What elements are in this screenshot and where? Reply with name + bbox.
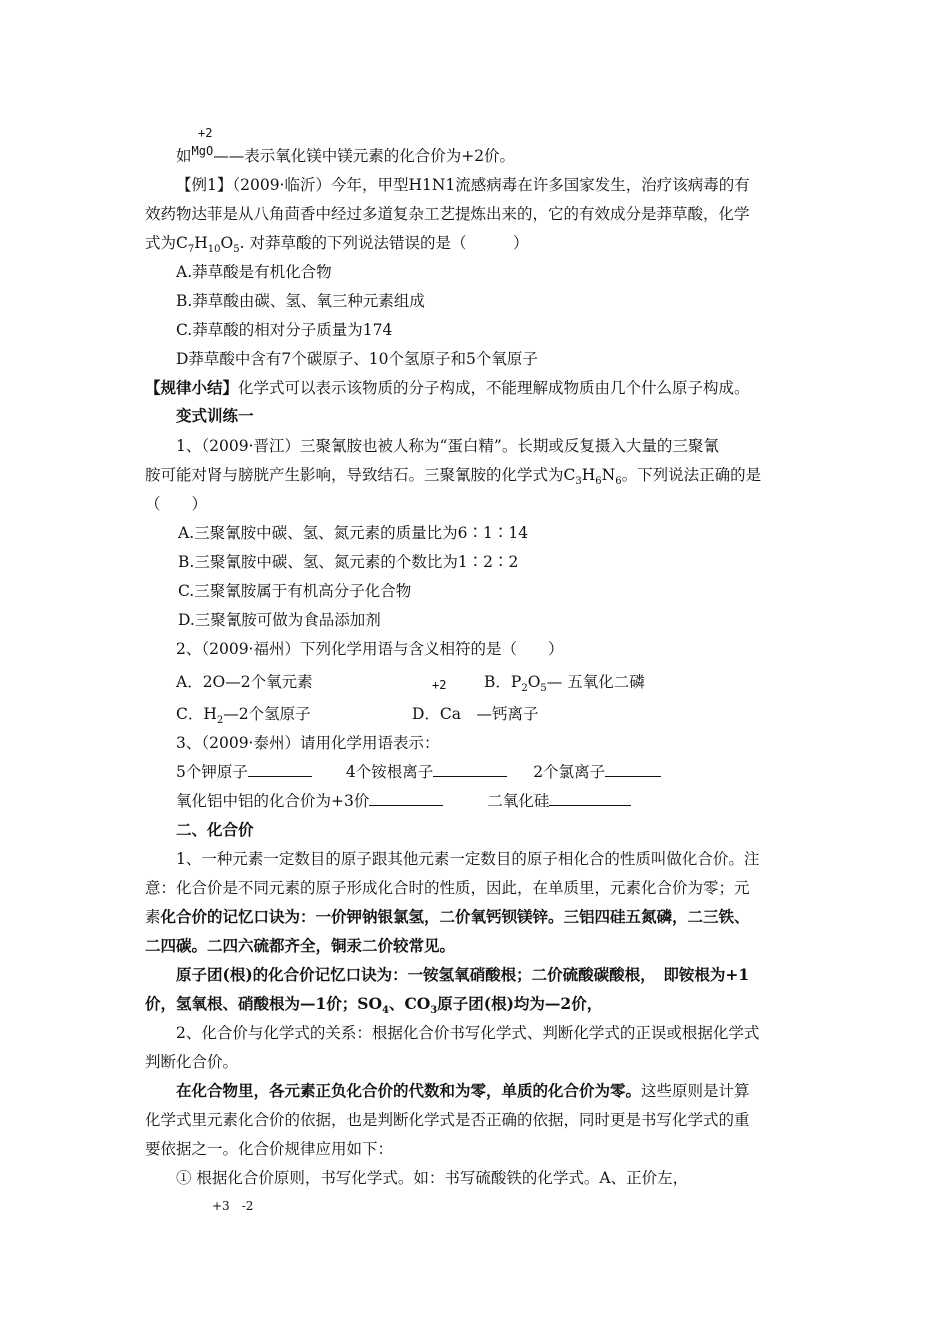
q1-line2 [145, 465, 761, 492]
answer-blank[interactable] [605, 762, 661, 777]
text: N [601, 466, 616, 484]
subscript: 5 [540, 683, 547, 695]
q2-valence-superscript: +2 [432, 678, 447, 692]
para3-line2: 判断化合价。 [145, 1053, 239, 1071]
text: 胺可能对肾与膀胱产生影响，导致结石。三聚氰胺的化学式为C [145, 466, 576, 484]
text: 2个氯离子 [533, 763, 606, 781]
para4-line3: 要依据之一。化合价规律应用如下： [145, 1140, 394, 1158]
subscript: 7 [187, 244, 195, 256]
q1-option-c: C.三聚氰胺属于有机高分子化合物 [178, 582, 412, 600]
text: H [581, 466, 596, 484]
text: 4个铵根离子 [345, 763, 434, 781]
rule-text: 化学式可以表示该物质的分子构成，不能理解成物质由几个什么原子构成。 [238, 379, 750, 397]
para2-line2 [145, 994, 602, 1021]
answer-blank[interactable] [549, 791, 631, 806]
text: 这些原则是计算 [641, 1082, 750, 1100]
para1-line2: 意：化合价是不同元素的原子形成化合时的性质，因此，在单质里，元素化合价为零；元 [145, 879, 750, 897]
text: B．P [484, 673, 522, 691]
section-heading: 二、化合价 [176, 820, 254, 839]
example1-option-d: D莽草酸中含有7个碳原子、10个氢原子和5个氧原子 [176, 350, 538, 368]
subscript: 6 [595, 476, 602, 488]
text: O [220, 234, 234, 252]
q2-option-b [484, 672, 645, 699]
para3-line1: 2、化合价与化学式的关系：根据化合价书写化学式、判断化学式的正误或根据化学式 [176, 1024, 760, 1042]
example1-line3 [145, 233, 528, 260]
formula-mgo: MgO [191, 144, 214, 158]
para1-line3 [145, 907, 750, 927]
text: 如 [176, 147, 192, 165]
answer-blank[interactable] [433, 762, 507, 777]
subscript: 2 [521, 683, 528, 695]
q2-option-d: D．Ca —钙离子 [412, 705, 539, 723]
q1-option-d: D.三聚氰胺可做为食品添加剂 [178, 611, 381, 629]
example1-option-a: A.莽草酸是有机化合物 [176, 263, 332, 281]
text: 5个钾原子 [176, 763, 248, 781]
q2-option-a: A．2O—2个氧元素 [176, 673, 313, 691]
subscript: 3 [575, 476, 582, 488]
text: C．H [176, 705, 217, 723]
text: 原子团(根)均为—2价， [437, 994, 603, 1013]
q1-option-a: A.三聚氰胺中碳、氢、氮元素的质量比为6∶1∶14 [178, 524, 529, 542]
text: O [527, 673, 541, 691]
subscript: 4 [381, 1005, 389, 1017]
text: —2个氢原子 [223, 705, 311, 723]
text: 、CO [388, 994, 431, 1013]
subscript: 5 [233, 244, 240, 256]
subscript: 6 [615, 476, 622, 488]
rule-summary [145, 378, 750, 398]
training-title: 变式训练一 [176, 406, 254, 425]
q2-option-c [176, 704, 311, 731]
q3-blanks-row2 [176, 791, 631, 811]
para4-line1 [176, 1081, 750, 1101]
para1-line4: 二四碳。二四六硫都齐全，铜汞二价较常见。 [145, 936, 456, 955]
text: 二氧化硅 [487, 792, 550, 810]
subscript: 3 [430, 1005, 438, 1017]
q1-line3: （ ） [145, 495, 208, 513]
rule-label: 【规律小结】 [145, 378, 239, 397]
para5-valence-superscripts: +3 -2 [212, 1199, 254, 1213]
example1-line2: 效药物达菲是从八角茴香中经过多道复杂工艺提炼出来的，它的有效成分是莽草酸，化学 [145, 205, 750, 223]
subscript: 2 [216, 715, 224, 727]
text: 氧化铝中铝的化合价为+3价 [176, 792, 370, 810]
text: 。下列说法正确的是 [621, 466, 762, 484]
para5-line1: ① 根据化合价原则，书写化学式。如：书写硫酸铁的化学式。A、正价左， [176, 1169, 689, 1187]
text: 素 [145, 908, 161, 926]
example1-option-c: C.莽草酸的相对分子质量为174 [176, 321, 393, 339]
bold-text: 化合价的记忆口诀为：一价钾钠银氯氢，二价氧钙钡镁锌。三铝四硅五氮磷，二三铁、 [160, 907, 750, 926]
valence-example-line [176, 146, 515, 167]
text: 价，氢氧根、硝酸根为—1价；SO [145, 994, 382, 1013]
example1-line1: 【例1】（2009·临沂）今年，甲型H1N1流感病毒在许多国家发生，治疗该病毒的有 [176, 176, 750, 194]
q1-line1: 1、（2009·晋江）三聚氰胺也被人称为“蛋白精”。长期或反复摄入大量的三聚氰 [176, 437, 719, 455]
answer-blank[interactable] [369, 791, 443, 806]
subscript: 10 [207, 244, 221, 256]
bold-text: 在化合物里，各元素正负化合价的代数和为零，单质的化合价为零。 [176, 1081, 642, 1100]
text: H [194, 234, 208, 252]
answer-blank[interactable] [248, 762, 312, 777]
text: . 对莽草酸的下列说法错误的是（ ） [239, 234, 529, 252]
para2-line1: 原子团(根)的化合价记忆口诀为：一铵氢氧硝酸根；二价硫酸碳酸根， 即铵根为+1 [176, 965, 750, 984]
text: 式为C [145, 234, 188, 252]
q3-line: 3、（2009·泰州）请用化学用语表示： [176, 734, 440, 752]
q3-blanks-row1 [176, 762, 661, 782]
para4-line2: 化学式里元素化合价的依据，也是判断化学式是否正确的依据，同时更是书写化学式的重 [145, 1111, 750, 1129]
text: — 五氧化二磷 [546, 673, 645, 691]
q1-option-b: B.三聚氰胺中碳、氢、氮元素的个数比为1∶2∶2 [178, 553, 519, 571]
para1-line1: 1、一种元素一定数目的原子跟其他元素一定数目的原子相化合的性质叫做化合价。注 [176, 850, 760, 868]
text: ——表示氧化镁中镁元素的化合价为+2价。 [213, 147, 516, 165]
q2-line: 2、（2009·福州）下列化学用语与含义相符的是（ ） [176, 640, 564, 658]
example1-option-b: B.莽草酸由碳、氢、氧三种元素组成 [176, 292, 425, 310]
valence-superscript: +2 [198, 126, 213, 140]
